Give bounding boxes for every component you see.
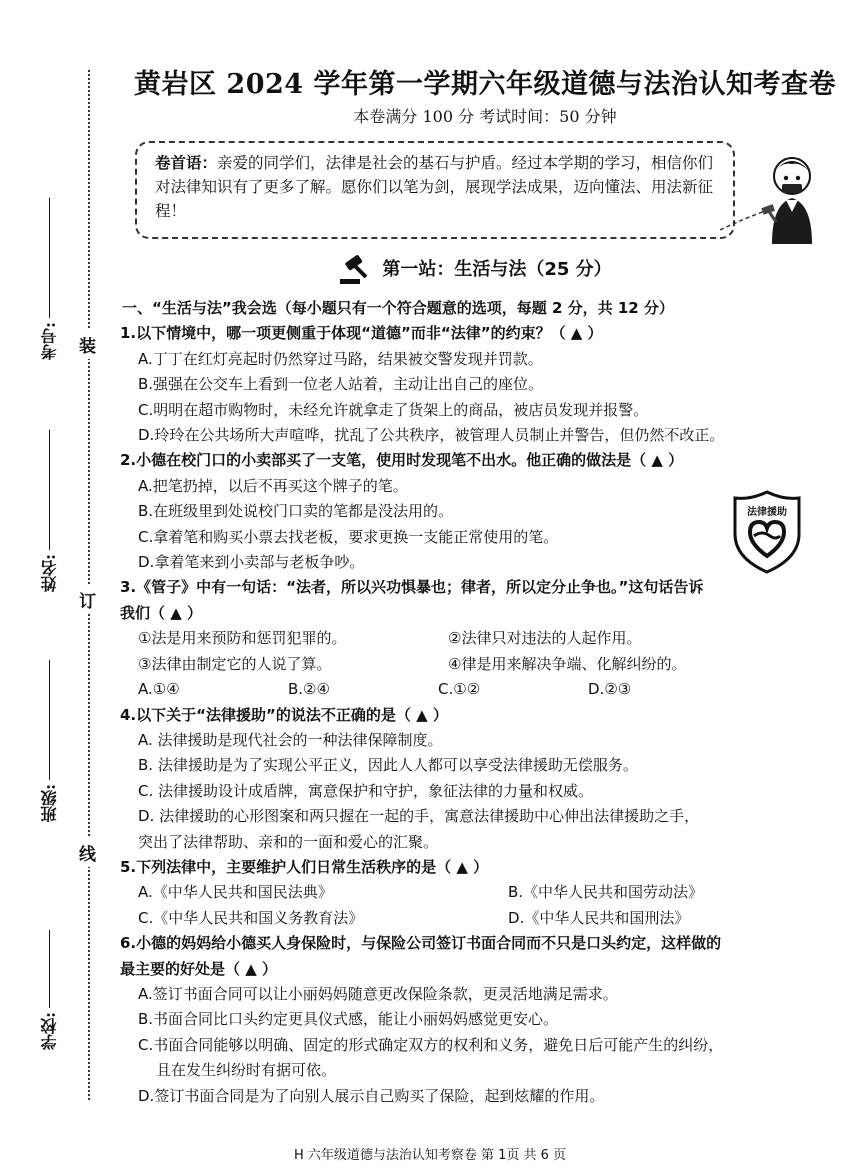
q3-stem-cont: 我们（ ▲ ） — [120, 603, 202, 622]
q6-option-d[interactable]: D.签订书面合同是为了向别人展示自己购买了保险，起到炫耀的作用。 — [138, 1086, 605, 1105]
exam-info: 本卷满分 100 分 考试时间：50 分钟 — [353, 107, 617, 126]
preface-label: 卷首语： — [155, 154, 218, 172]
q3-statements-row-2 — [120, 652, 810, 677]
gavel-icon — [338, 255, 372, 285]
school-blank[interactable] — [49, 930, 50, 1008]
q3-statements-row-1 — [120, 626, 810, 651]
q5-option-d[interactable]: D.《中华人民共和国刑法》 — [508, 908, 690, 927]
q2-option-c[interactable]: C.拿着笔和购买小票去找老板，要求更换一支能正常使用的笔。 — [138, 527, 559, 546]
name-field — [38, 430, 61, 592]
station-heading — [120, 255, 830, 285]
q1-option-b[interactable]: B.强强在公交车上看到一位老人站着，主动让出自己的座位。 — [138, 375, 544, 394]
q3-statement-3: ③法律由制定它的人说了算。 — [138, 654, 332, 673]
q3-option-a[interactable]: A.①④ — [138, 680, 180, 699]
q2-stem: 2.小德在校门口的小卖部买了一支笔，使用时发现笔不出水。他正确的做法是（ ▲ ） — [120, 451, 684, 470]
page-title: 黄岩区 2024 学年第一学期六年级道德与法治认知考查卷 — [134, 69, 836, 100]
q3-options — [120, 677, 810, 702]
q6-option-c[interactable]: C.书面合同能够以明确、固定的形式确定双方的权利和义务，避免日后可能产生的纠纷， — [138, 1035, 724, 1054]
q4-stem: 4.以下关于“法律援助”的说法不正确的是（ ▲ ） — [120, 705, 448, 724]
preface-box — [135, 141, 735, 239]
q2-option-a[interactable]: A.把笔扔掉，以后不再买这个牌子的笔。 — [138, 476, 408, 495]
name-label: 姓名: — [40, 554, 59, 592]
q3-stem: 3.《管子》中有一句话：“法者，所以兴功惧暴也；律者，所以定分止争也。”这句话告诉 — [120, 578, 704, 597]
q1-option-c[interactable]: C.明明在超市购物时，未经允许就拿走了货架上的商品，被店员发现并报警。 — [138, 400, 649, 419]
q6-stem: 6.小德的妈妈给小德买人身保险时，与保险公司签订书面合同而不只是口头约定，这样做的 — [120, 934, 722, 953]
q5-option-a[interactable]: A.《中华人民共和国民法典》 — [138, 883, 333, 902]
q1-option-a[interactable]: A.丁丁在红灯亮起时仍然穿过马路，结果被交警发现并罚款。 — [138, 349, 543, 368]
q5-options-row-2 — [120, 906, 810, 931]
exam-number-blank[interactable] — [49, 198, 50, 318]
preface-text: 亲爱的同学们，法律是社会的基石与护盾。经过本学期的学习，相信你们对法律知识有了更多了解。愿你们以笔为剑，展现学法成果，迈向懂法、用法新征程！ — [155, 154, 714, 220]
q5-option-b[interactable]: B.《中华人民共和国劳动法》 — [508, 883, 704, 902]
q6-option-b[interactable]: B.书面合同比口头约定更具仪式感，能让小丽妈妈感觉更安心。 — [138, 1010, 559, 1029]
q6-option-c-cont: 且在发生纠纷时有据可依。 — [156, 1061, 337, 1080]
q3-statement-2: ②法律只对违法的人起作用。 — [448, 629, 642, 648]
page-footer: H 六年级道德与法治认知考察卷 第 1页 共 6 页 — [293, 1148, 567, 1163]
q4-option-a[interactable]: A. 法律援助是现代社会的一种法律保障制度。 — [138, 730, 443, 749]
class-field — [38, 660, 61, 822]
binding-char-zhuang: 装 — [79, 330, 96, 359]
legal-aid-badge-label: 法律援助 — [747, 507, 787, 518]
q3-option-b[interactable]: B.②④ — [288, 680, 330, 699]
name-blank[interactable] — [49, 430, 50, 550]
q5-options-row-1 — [120, 880, 810, 905]
judge-cartoon-icon — [720, 148, 830, 248]
q5-option-c[interactable]: C.《中华人民共和国义务教育法》 — [138, 908, 364, 927]
q3-statement-1: ①法是用来预防和惩罚犯罪的。 — [138, 629, 347, 648]
exam-number-field — [38, 198, 61, 360]
q6-stem-cont: 最主要的好处是（ ▲ ） — [120, 959, 277, 978]
questions — [120, 296, 810, 1109]
q4-option-b[interactable]: B. 法律援助是为了实现公平正义，因此人人都可以享受法律援助无偿服务。 — [138, 756, 638, 775]
q4-option-c[interactable]: C. 法律援助设计成盾牌，寓意保护和守护，象征法律的力量和权威。 — [138, 781, 594, 800]
q6-option-a[interactable]: A.签订书面合同可以让小丽妈妈随意更改保险条款，更灵活地满足需求。 — [138, 984, 618, 1003]
q3-option-d[interactable]: D.②③ — [588, 680, 632, 699]
binding-char-xian: 线 — [79, 838, 96, 867]
legal-aid-badge — [732, 490, 802, 574]
school-field — [38, 930, 61, 1050]
q3-statement-4: ④律是用来解决争端、化解纠纷的。 — [448, 654, 687, 673]
section-1-heading: 一、“生活与法”我会选（每小题只有一个符合题意的选项，每题 2 分，共 12 分） — [122, 299, 674, 317]
class-blank[interactable] — [49, 660, 50, 780]
q4-option-d[interactable]: D. 法律援助的心形图案和两只握在一起的手，寓意法律援助中心伸出法律援助之手，突出了法律帮助、亲和的一面和爱心的汇聚。 — [138, 807, 700, 851]
q1-option-d[interactable]: D.玲玲在公共场所大声喧哗，扰乱了公共秩序，被管理人员制止并警告，但仍然不改正。 — [138, 426, 725, 445]
binding-char-ding: 订 — [79, 585, 96, 614]
station-title: 第一站：生活与法（25 分） — [382, 259, 612, 280]
school-label: 学校: — [40, 1012, 59, 1050]
q1-stem: 1.以下情境中，哪一项更侧重于体现“道德”而非“法律”的约束？（ ▲ ） — [120, 324, 603, 343]
exam-number-label: 考号: — [40, 322, 59, 360]
q5-stem: 5.下列法律中，主要维护人们日常生活秩序的是（ ▲ ） — [120, 857, 489, 876]
q2-option-b[interactable]: B.在班级里到处说校门口卖的笔都是没法用的。 — [138, 502, 454, 521]
q3-option-c[interactable]: C.①② — [438, 680, 481, 699]
q2-option-d[interactable]: D.拿着笔来到小卖部与老板争吵。 — [138, 553, 365, 572]
class-label: 班级: — [40, 784, 59, 822]
